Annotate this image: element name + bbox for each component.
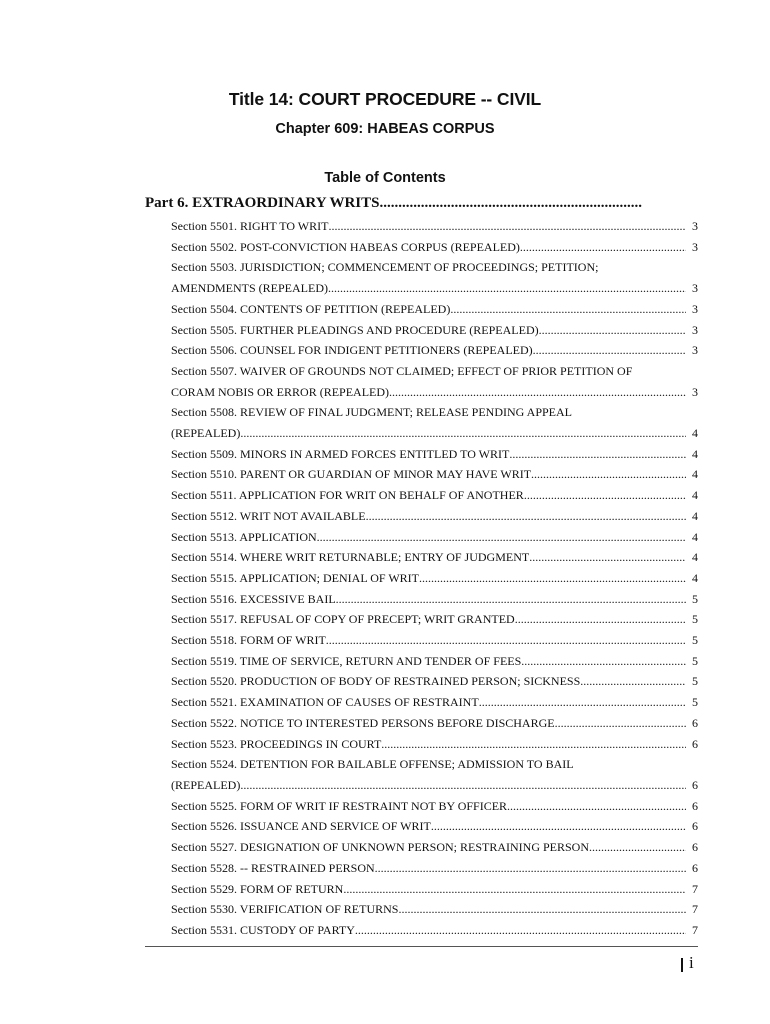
dot-leader — [240, 423, 686, 444]
toc-entry-title: Section 5505. FURTHER PLEADINGS AND PROCEDURE (REPEALED) — [171, 322, 539, 337]
toc-entry-line — [171, 692, 698, 713]
toc-entry-title: (REPEALED) — [171, 426, 241, 441]
toc-entry-list — [171, 216, 698, 941]
toc-entry-page: 4 — [692, 529, 698, 544]
toc-entry-page: 5 — [692, 695, 698, 710]
dot-leader — [317, 527, 686, 548]
dot-leader — [479, 692, 686, 713]
toc-entry[interactable] — [171, 547, 698, 568]
toc-entry-title: Section 5528. -- RESTRAINED PERSON — [171, 860, 375, 875]
toc-entry[interactable] — [171, 237, 698, 258]
toc-entry[interactable] — [171, 506, 698, 527]
toc-entry-page: 4 — [692, 446, 698, 461]
toc-entry-page: 4 — [692, 550, 698, 565]
dot-leader — [580, 671, 686, 692]
toc-entry-title: Section 5529. FORM OF RETURN — [171, 881, 344, 896]
toc-entry[interactable] — [171, 816, 698, 837]
dot-leader — [450, 299, 686, 320]
toc-entry-line — [171, 920, 698, 941]
toc-entry[interactable] — [171, 920, 698, 941]
toc-entry-title: Section 5527. DESIGNATION OF UNKNOWN PERSON; RESTRAINING PERSON — [171, 840, 590, 855]
toc-entry-page: 6 — [692, 736, 698, 751]
toc-entry-page: 5 — [692, 633, 698, 648]
toc-entry-page: 4 — [692, 426, 698, 441]
toc-entry[interactable] — [171, 879, 698, 900]
dot-leader — [328, 216, 686, 237]
toc-entry[interactable] — [171, 257, 698, 298]
toc-entry[interactable] — [171, 589, 698, 610]
chapter-title: Chapter 609: HABEAS CORPUS — [275, 121, 495, 137]
toc-entry-title-line: Section 5524. DETENTION FOR BAILABLE OFFENSE; ADMISSION TO BAIL — [171, 757, 574, 772]
dot-leader — [521, 651, 686, 672]
toc-entry-page: 4 — [692, 488, 698, 503]
toc-entry-line — [171, 382, 698, 403]
dot-leader — [355, 920, 686, 941]
toc-entry-title: Section 5520. PRODUCTION OF BODY OF RESTRAINED PERSON; SICKNESS — [171, 674, 581, 689]
toc-entry-title: Section 5517. REFUSAL OF COPY OF PRECEPT; WRIT GRANTED — [171, 612, 515, 627]
toc-entry-page: 3 — [692, 322, 698, 337]
toc-entry-line — [171, 464, 698, 485]
toc-entry[interactable] — [171, 899, 698, 920]
toc-entry-line — [171, 734, 698, 755]
dot-leader — [240, 775, 686, 796]
dot-leader — [328, 278, 686, 299]
toc-entry-title-line: Section 5503. JURISDICTION; COMMENCEMENT OF PROCEEDINGS; PETITION; — [171, 260, 599, 275]
dot-leader — [539, 320, 686, 341]
toc-entry[interactable] — [171, 734, 698, 755]
toc-entry-page: 4 — [692, 508, 698, 523]
toc-entry[interactable] — [171, 320, 698, 341]
toc-entry[interactable] — [171, 216, 698, 237]
toc-entry-page: 3 — [692, 239, 698, 254]
toc-entry[interactable] — [171, 568, 698, 589]
toc-entry-page: 3 — [692, 343, 698, 358]
dot-leader — [375, 858, 686, 879]
dot-leader — [419, 568, 686, 589]
toc-entry-title: Section 5513. APPLICATION — [171, 529, 317, 544]
toc-heading: Table of Contents — [324, 170, 446, 186]
dot-leader — [343, 879, 686, 900]
toc-entry-line — [171, 527, 698, 548]
toc-entry-title: Section 5516. EXCESSIVE BAIL — [171, 591, 336, 606]
toc-entry-line — [171, 547, 698, 568]
toc-entry-title: (REPEALED) — [171, 777, 241, 792]
page-number: i — [689, 953, 694, 972]
toc-entry-line — [171, 506, 698, 527]
toc-entry-page: 5 — [692, 674, 698, 689]
dot-leader — [555, 713, 686, 734]
toc-entry-page: 3 — [692, 219, 698, 233]
dot-leader — [524, 485, 686, 506]
toc-entry-title: Section 5526. ISSUANCE AND SERVICE OF WRIT — [171, 819, 431, 834]
dot-leader — [431, 816, 686, 837]
dot-leader — [509, 444, 686, 465]
toc-entry-line — [171, 796, 698, 817]
toc-entry-line — [171, 837, 698, 858]
toc-entry-line — [171, 671, 698, 692]
toc-entry-line — [171, 651, 698, 672]
toc-entry-title: Section 5509. MINORS IN ARMED FORCES ENTITLED TO WRIT — [171, 446, 510, 461]
toc-entry-title: Section 5515. APPLICATION; DENIAL OF WRIT — [171, 570, 419, 585]
dot-leader — [381, 734, 686, 755]
toc-entry-line — [171, 444, 698, 465]
toc-entry-page: 5 — [692, 612, 698, 627]
toc-entry[interactable] — [171, 299, 698, 320]
toc-entry-page: 3 — [692, 281, 698, 296]
toc-entry-page: 6 — [692, 798, 698, 813]
toc-entry-title: Section 5531. CUSTODY OF PARTY — [171, 922, 355, 937]
toc-entry-title: Section 5523. PROCEEDINGS IN COURT — [171, 736, 382, 751]
toc-entry-title: Section 5506. COUNSEL FOR INDIGENT PETITIONERS (REPEALED) — [171, 343, 533, 358]
toc-entry-page: 4 — [692, 467, 698, 482]
toc-entry[interactable] — [171, 527, 698, 548]
toc-entry-page: 4 — [692, 570, 698, 585]
toc-entry-title: Section 5501. RIGHT TO WRIT — [171, 219, 329, 233]
dot-leader — [336, 589, 686, 610]
toc-entry[interactable] — [171, 485, 698, 506]
dot-leader — [398, 899, 686, 920]
toc-entry-line — [171, 237, 698, 258]
toc-entry-title: Section 5519. TIME OF SERVICE, RETURN AND TENDER OF FEES — [171, 653, 522, 668]
toc-entry-page: 3 — [692, 384, 698, 399]
page-number-separator — [681, 958, 683, 972]
toc-entry-title-line: Section 5508. REVIEW OF FINAL JUDGMENT; RELEASE PENDING APPEAL — [171, 405, 572, 420]
toc-entry[interactable] — [171, 609, 698, 630]
toc-entry[interactable] — [171, 340, 698, 361]
dot-leader — [366, 506, 686, 527]
toc-entry[interactable] — [171, 630, 698, 651]
toc-entry[interactable] — [171, 464, 698, 485]
toc-entry-title: CORAM NOBIS OR ERROR (REPEALED) — [171, 384, 390, 399]
toc-entry-title: Section 5514. WHERE WRIT RETURNABLE; ENTRY OF JUDGMENT — [171, 550, 530, 565]
toc-entry-page: 7 — [692, 881, 698, 896]
dot-leader — [531, 464, 686, 485]
toc-entry-line — [171, 858, 698, 879]
toc-entry-page: 6 — [692, 715, 698, 730]
toc-entry[interactable] — [171, 754, 698, 795]
dot-leader — [589, 837, 686, 858]
toc-entry-line — [171, 568, 698, 589]
dot-leader — [515, 609, 686, 630]
toc-entry-line — [171, 589, 698, 610]
toc-entry-line — [171, 216, 698, 237]
toc-entry[interactable] — [171, 858, 698, 879]
toc-entry-page: 6 — [692, 840, 698, 855]
toc-entry-line — [171, 485, 698, 506]
toc-entry-line — [171, 320, 698, 341]
document-title: Title 14: COURT PROCEDURE -- CIVIL — [228, 89, 542, 109]
toc-entry-line — [171, 879, 698, 900]
toc-entry[interactable] — [171, 671, 698, 692]
toc-entry-line — [171, 630, 698, 651]
toc-entry[interactable] — [171, 651, 698, 672]
toc-entry-title: Section 5525. FORM OF WRIT IF RESTRAINT NOT BY OFFICER — [171, 798, 508, 813]
toc-entry-page: 3 — [692, 301, 698, 316]
toc-entry-line — [171, 609, 698, 630]
dot-leader — [520, 237, 686, 258]
toc-entry-line — [171, 775, 698, 796]
toc-entry-title: Section 5510. PARENT OR GUARDIAN OF MINOR MAY HAVE WRIT — [171, 467, 532, 482]
toc-entry[interactable] — [171, 692, 698, 713]
footer-rule — [145, 946, 698, 947]
toc-entry-page: 5 — [692, 653, 698, 668]
toc-entry-title: Section 5511. APPLICATION FOR WRIT ON BEHALF OF ANOTHER — [171, 488, 524, 503]
toc-entry-page: 6 — [692, 819, 698, 834]
dot-leader — [533, 340, 686, 361]
toc-entry-line — [171, 340, 698, 361]
dot-leader — [507, 796, 686, 817]
toc-entry-title: Section 5518. FORM OF WRIT — [171, 633, 326, 648]
toc-entry-line — [171, 299, 698, 320]
toc-entry[interactable] — [171, 444, 698, 465]
toc-entry-title-line: Section 5507. WAIVER OF GROUNDS NOT CLAIMED; EFFECT OF PRIOR PETITION OF — [171, 363, 633, 378]
toc-entry[interactable] — [171, 713, 698, 734]
toc-entry[interactable] — [171, 361, 698, 402]
toc-entry[interactable] — [171, 402, 698, 443]
toc-entry-title: Section 5521. EXAMINATION OF CAUSES OF RESTRAINT — [171, 695, 479, 710]
toc-entry-page: 7 — [692, 902, 698, 917]
toc-entry[interactable] — [171, 837, 698, 858]
part-heading[interactable]: Part 6. EXTRAORDINARY WRITS...................................................................... — [145, 195, 642, 211]
toc-entry-title: Section 5502. POST-CONVICTION HABEAS CORPUS (REPEALED) — [171, 239, 520, 254]
toc-entry-line — [171, 899, 698, 920]
toc-entry-line — [171, 713, 698, 734]
toc-entry-title: Section 5530. VERIFICATION OF RETURNS — [171, 902, 399, 917]
toc-entry-title: Section 5512. WRIT NOT AVAILABLE — [171, 508, 366, 523]
toc-entry-line — [171, 423, 698, 444]
toc-entry[interactable] — [171, 796, 698, 817]
toc-entry-page: 6 — [692, 777, 698, 792]
toc-entry-title: Section 5504. CONTENTS OF PETITION (REPEALED) — [171, 301, 451, 316]
toc-entry-line — [171, 278, 698, 299]
toc-entry-title: Section 5522. NOTICE TO INTERESTED PERSONS BEFORE DISCHARGE — [171, 715, 555, 730]
toc-entry-page: 6 — [692, 860, 698, 875]
dot-leader — [326, 630, 686, 651]
dot-leader — [389, 382, 686, 403]
toc-entry-line — [171, 816, 698, 837]
toc-entry-page: 5 — [692, 591, 698, 606]
dot-leader — [529, 547, 686, 568]
toc-entry-page: 7 — [692, 922, 698, 937]
toc-entry-title: AMENDMENTS (REPEALED) — [171, 281, 328, 296]
